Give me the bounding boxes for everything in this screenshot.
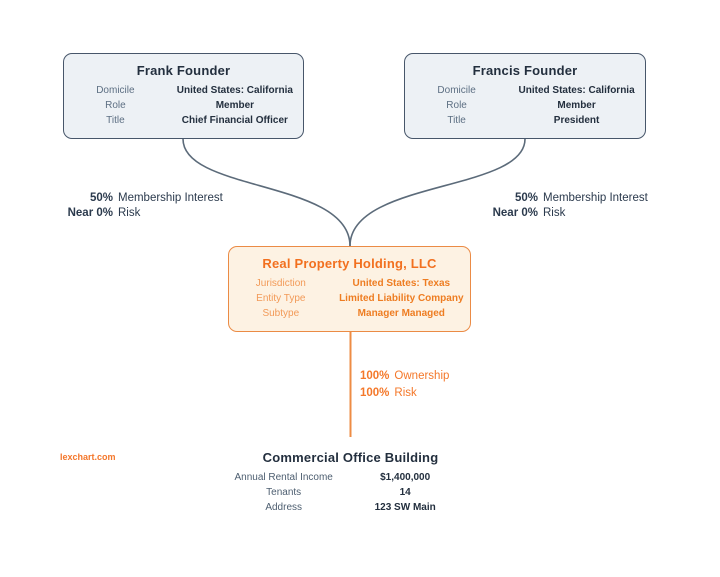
attribute-label: Annual Rental Income bbox=[234, 472, 333, 483]
attribute-row bbox=[64, 98, 303, 113]
edge-label-line bbox=[481, 206, 648, 221]
attribute-label: Entity Type bbox=[256, 293, 306, 304]
attribute-label: Role bbox=[105, 100, 126, 111]
attribute-row bbox=[229, 470, 472, 485]
risk-percent: 100% bbox=[360, 387, 390, 399]
attribute-row bbox=[229, 306, 470, 321]
node-title: Real Property Holding, LLC bbox=[262, 256, 437, 271]
edge-label-line bbox=[481, 191, 648, 206]
attribute-row bbox=[229, 276, 470, 291]
attribute-row bbox=[229, 485, 472, 500]
edge-label-line bbox=[360, 385, 449, 402]
attribute-label: Tenants bbox=[266, 487, 302, 498]
node-frank-founder[interactable] bbox=[63, 53, 304, 139]
attribute-value: United States: California bbox=[176, 85, 293, 96]
node-title: Francis Founder bbox=[472, 63, 578, 78]
attribute-value: United States: California bbox=[518, 85, 635, 96]
attribute-row bbox=[64, 113, 303, 128]
risk-percent: Near 0% bbox=[67, 207, 113, 219]
node-title: Frank Founder bbox=[136, 63, 231, 78]
attribute-value: Member bbox=[215, 100, 255, 111]
attribute-label: Title bbox=[447, 115, 466, 126]
attribute-value: Manager Managed bbox=[357, 308, 445, 319]
edge-label-line bbox=[56, 191, 223, 206]
edge-label-frank-holding bbox=[56, 191, 223, 221]
attribute-row bbox=[405, 98, 645, 113]
attribute-row bbox=[405, 113, 645, 128]
attribute-label: Title bbox=[106, 115, 125, 126]
attribute-value: President bbox=[553, 115, 600, 126]
attribute-value: 14 bbox=[399, 487, 411, 498]
ownership-percent: 100% bbox=[360, 370, 390, 382]
node-francis-founder[interactable] bbox=[404, 53, 646, 139]
node-attributes bbox=[405, 83, 645, 128]
edge-label-holding-building bbox=[360, 368, 449, 402]
node-real-property-holding[interactable] bbox=[228, 246, 471, 332]
node-commercial-office-building[interactable] bbox=[229, 450, 472, 515]
risk-desc: Risk bbox=[394, 387, 417, 399]
attribute-label: Role bbox=[446, 100, 467, 111]
attribute-row bbox=[229, 500, 472, 515]
attribute-value: Chief Financial Officer bbox=[181, 115, 288, 126]
risk-desc: Risk bbox=[118, 207, 141, 219]
attribute-label: Domicile bbox=[437, 85, 476, 96]
node-title: Commercial Office Building bbox=[262, 450, 439, 465]
node-attributes bbox=[229, 276, 470, 321]
lexchart-watermark-link[interactable]: lexchart.com bbox=[60, 452, 116, 462]
attribute-label: Address bbox=[265, 502, 303, 513]
edge-label-line bbox=[56, 206, 223, 221]
ownership-percent: 50% bbox=[514, 192, 538, 204]
risk-desc: Risk bbox=[543, 207, 566, 219]
attribute-row bbox=[405, 83, 645, 98]
attribute-label: Jurisdiction bbox=[255, 278, 306, 289]
ownership-percent: 50% bbox=[89, 192, 113, 204]
node-attributes bbox=[64, 83, 303, 128]
node-attributes bbox=[229, 470, 472, 515]
attribute-label: Subtype bbox=[262, 308, 300, 319]
attribute-value: $1,400,000 bbox=[380, 472, 431, 483]
attribute-row bbox=[229, 291, 470, 306]
attribute-label: Domicile bbox=[96, 85, 135, 96]
attribute-value: Limited Liability Company bbox=[339, 293, 464, 304]
ownership-desc: Ownership bbox=[394, 370, 450, 382]
ownership-desc: Membership Interest bbox=[543, 192, 648, 204]
attribute-value: 123 SW Main bbox=[374, 502, 436, 513]
attribute-value: United States: Texas bbox=[352, 278, 451, 289]
attribute-row bbox=[64, 83, 303, 98]
edge-label-francis-holding bbox=[481, 191, 648, 221]
ownership-desc: Membership Interest bbox=[118, 192, 223, 204]
risk-percent: Near 0% bbox=[492, 207, 538, 219]
edge-label-line bbox=[360, 368, 449, 385]
attribute-value: Member bbox=[557, 100, 596, 111]
